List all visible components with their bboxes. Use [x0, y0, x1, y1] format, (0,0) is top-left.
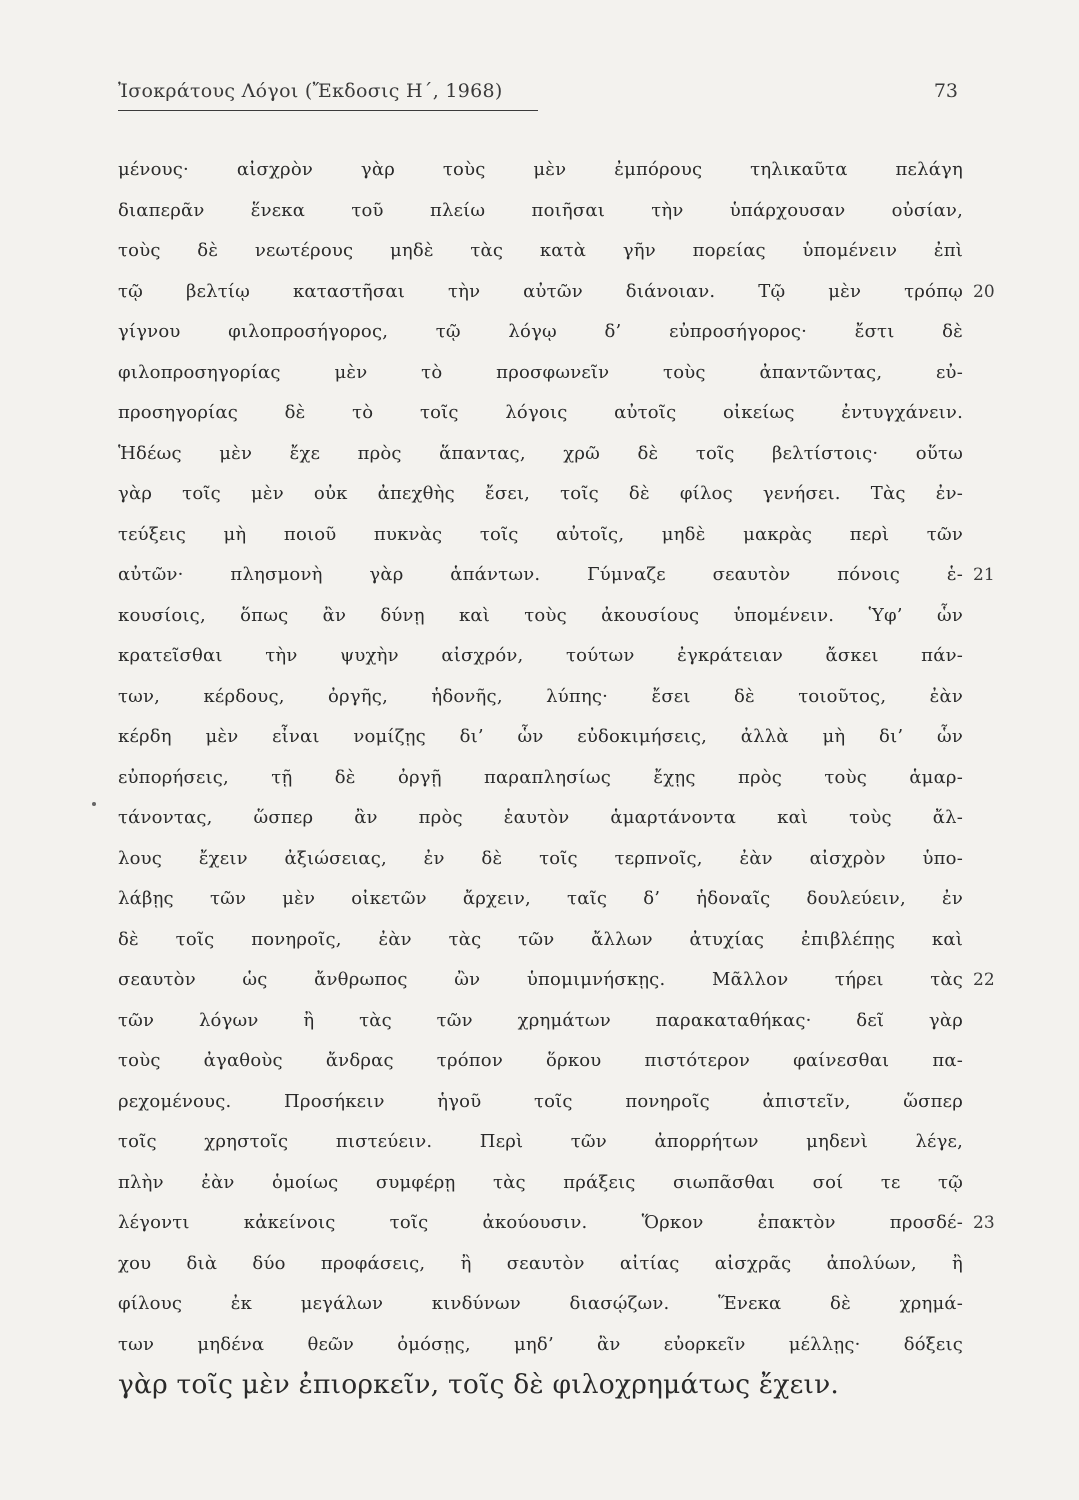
text-line: φιλοπροσηγορίας μὲν τὸ προσφωνεῖν τοὺς ἀπαντῶντας, εὐ-: [118, 361, 963, 383]
text-line: πλὴν ἐὰν ὁμοίως συμφέρῃ τὰς πράξεις σιωπᾶσθαι σοί τε τῷ: [118, 1171, 963, 1193]
text-line: διαπερᾶν ἕνεκα τοῦ πλείω ποιῆσαι τὴν ὑπάρχουσαν οὐσίαν,: [118, 199, 963, 221]
text-line: προσηγορίας δὲ τὸ τοῖς λόγοις αὐτοῖς οἰκείως ἐντυγχάνειν.: [118, 402, 963, 423]
text-line: μένους· αἰσχρὸν γὰρ τοὺς μὲν ἐμπόρους τηλικαῦτα πελάγη: [118, 159, 963, 180]
text-line: τεύξεις μὴ ποιοῦ πυκνὰς τοῖς αὐτοῖς, μηδὲ μακρὰς περὶ τῶν: [118, 523, 963, 545]
page-number: 73: [933, 80, 958, 102]
text-line: κρατεῖσθαι τὴν ψυχὴν αἰσχρόν, τούτων ἐγκράτειαν ἄσκει πάν-: [118, 645, 963, 666]
text-line: εὐπορήσεις, τῇ δὲ ὀργῇ παραπλησίως ἔχῃς πρὸς τοὺς ἁμαρ-: [118, 766, 963, 788]
section-number: 20: [973, 281, 995, 302]
text-line: αὐτῶν· πλησμονὴ γὰρ ἁπάντων. Γύμναζε σεαυτὸν πόνοις ἑ- 21: [118, 555, 963, 596]
text-line: φίλους ἐκ μεγάλων κινδύνων διασῴζων. Ἕνεκα δὲ χρημά-: [118, 1293, 963, 1314]
text-line: λους ἔχειν ἀξιώσειας, ἐν δὲ τοῖς τερπνοῖς, ἐὰν αἰσχρὸν ὑπο-: [118, 847, 963, 869]
text-line: λέγοντι κἀκείνοις τοῖς ἀκούουσιν. Ὅρκον ἐπακτὸν προσδέ- 23: [118, 1203, 963, 1244]
text-line: τάνοντας, ὥσπερ ἂν πρὸς ἑαυτὸν ἁμαρτάνοντα καὶ τοὺς ἄλ-: [118, 807, 963, 828]
running-head-title: Ἰσοκράτους Λόγοι (Ἔκδοσις Η΄, 1968): [118, 80, 503, 102]
text-line: γὰρ τοῖς μὲν ἐπιορκεῖν, τοῖς δὲ φιλοχρημάτως ἔχειν.: [118, 1369, 840, 1400]
section-number: 22: [973, 970, 995, 990]
text-line: δὲ τοῖς πονηροῖς, ἐὰν τὰς τῶν ἄλλων ἀτυχίας ἐπιβλέπῃς καὶ: [118, 928, 963, 950]
text-line: των μηδένα θεῶν ὀμόσῃς, μηδ’ ἂν εὐορκεῖν μέλλῃς· δόξεις: [118, 1333, 963, 1355]
text-line: τοῖς χρηστοῖς πιστεύειν. Περὶ τῶν ἀπορρήτων μηδενὶ λέγε,: [118, 1131, 963, 1152]
text-line: Ἡδέως μὲν ἔχε πρὸς ἅπαντας, χρῶ δὲ τοῖς βελτίστοις· οὕτω: [118, 442, 963, 464]
text-line: λάβῃς τῶν μὲν οἰκετῶν ἄρχειν, ταῖς δ’ ἡδοναῖς δουλεύειν, ἐν: [118, 888, 963, 909]
header-rule: [118, 110, 538, 111]
running-head: [118, 80, 958, 120]
text-line: γὰρ τοῖς μὲν οὐκ ἀπεχθὴς ἔσει, τοῖς δὲ φίλος γενήσει. Τὰς ἐν-: [118, 483, 963, 504]
section-number: 21: [973, 565, 995, 585]
text-line: σεαυτὸν ὡς ἄνθρωπος ὢν ὑπομιμνήσκῃς. Μᾶλλον τήρει τὰς 22: [118, 960, 963, 1001]
section-number: 23: [973, 1213, 995, 1233]
text-line: των, κέρδους, ὀργῆς, ἡδονῆς, λύπης· ἔσει δὲ τοιοῦτος, ἐὰν: [118, 685, 963, 707]
text-line: τοὺς ἀγαθοὺς ἄνδρας τρόπον ὅρκου πιστότερον φαίνεσθαι πα-: [118, 1050, 963, 1071]
text-line: τῶν λόγων ἢ τὰς τῶν χρημάτων παρακαταθήκας· δεῖ γὰρ: [118, 1009, 963, 1031]
text-line: τοὺς δὲ νεωτέρους μηδὲ τὰς κατὰ γῆν πορείας ὑπομένειν ἐπὶ: [118, 240, 963, 261]
text-line: κουσίοις, ὅπως ἂν δύνῃ καὶ τοὺς ἀκουσίους ὑπομένειν. Ὑφ’ ὧν: [118, 604, 963, 626]
text-line: κέρδη μὲν εἶναι νομίζῃς δι’ ὧν εὐδοκιμήσεις, ἀλλὰ μὴ δι’ ὧν: [118, 726, 963, 747]
text-line: τῷ βελτίῳ καταστῆσαι τὴν αὐτῶν διάνοιαν. Τῷ μὲν τρόπῳ 20: [118, 272, 963, 313]
margin-mark: [92, 802, 96, 806]
body-text: [118, 150, 995, 1406]
text-line: χου διὰ δύο προφάσεις, ἢ σεαυτὸν αἰτίας αἰσχρᾶς ἀπολύων, ἢ: [118, 1252, 963, 1274]
text-line: ρεχομένους. Προσήκειν ἡγοῦ τοῖς πονηροῖς ἀπιστεῖν, ὥσπερ: [118, 1090, 963, 1112]
text-line: γίγνου φιλοπροσήγορος, τῷ λόγῳ δ’ εὐπροσήγορος· ἔστι δὲ: [118, 321, 963, 342]
